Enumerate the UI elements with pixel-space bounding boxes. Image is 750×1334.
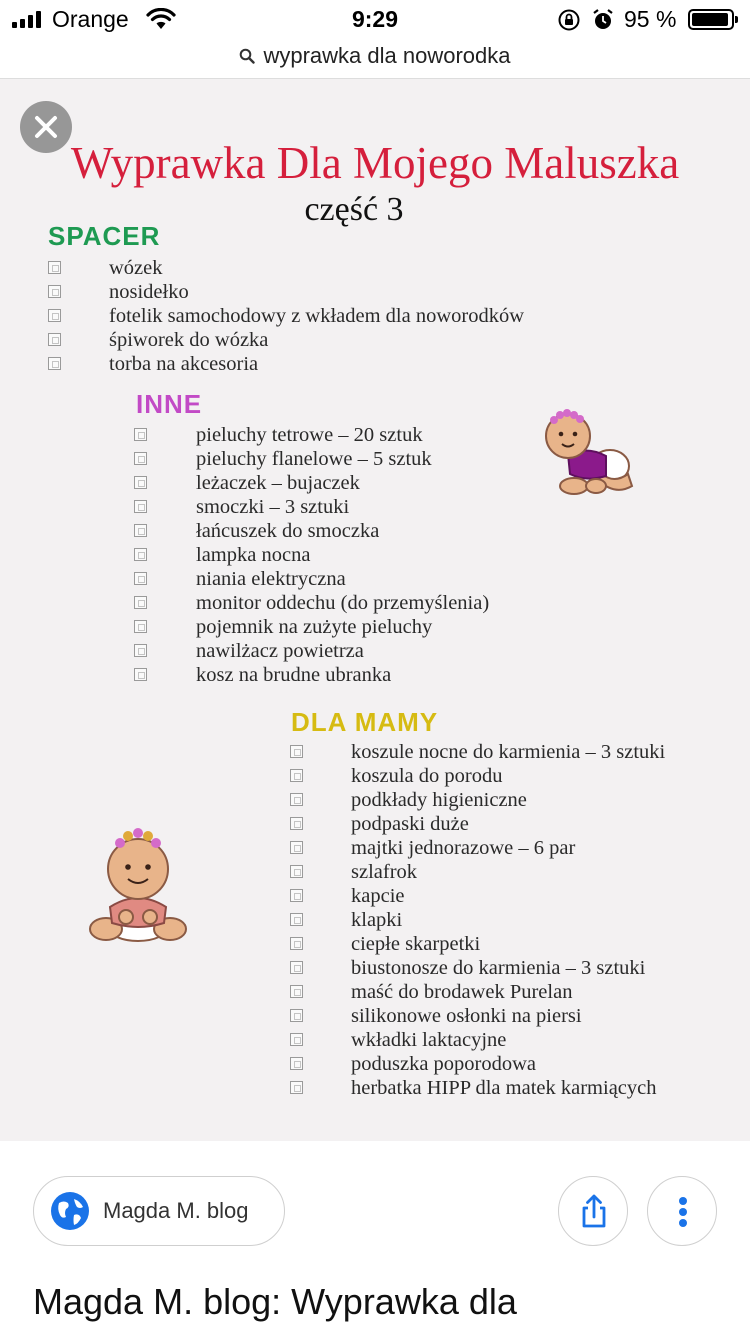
checkbox-icon xyxy=(290,1033,303,1046)
checkbox-icon xyxy=(134,452,147,465)
checklist-item-label: koszula do porodu xyxy=(351,765,503,787)
checklist-item-label: smoczki – 3 sztuki xyxy=(196,496,350,518)
source-name: Magda M. blog xyxy=(103,1198,249,1223)
checklist-item xyxy=(290,1076,665,1100)
checklist-item xyxy=(134,447,489,471)
crawling-baby-illustration xyxy=(540,404,640,504)
more-vertical-icon xyxy=(648,1177,718,1247)
checklist-spacer xyxy=(48,256,524,376)
checklist-item-label: lampka nocna xyxy=(196,544,311,566)
checkbox-icon xyxy=(290,745,303,758)
checklist-item-label: monitor oddechu (do przemyślenia) xyxy=(196,592,490,614)
checklist-item xyxy=(290,812,665,836)
checklist-item-label: klapki xyxy=(351,909,403,931)
checklist-item xyxy=(134,567,489,591)
checklist-item xyxy=(290,884,665,908)
checklist-item-label: kapcie xyxy=(351,885,405,907)
clock-time: 9:29 xyxy=(351,6,399,32)
checklist-item xyxy=(290,788,665,812)
source-link-button[interactable] xyxy=(33,1176,285,1246)
checklist-item-label: ciepłe skarpetki xyxy=(351,933,481,955)
checklist-item xyxy=(134,615,489,639)
checkbox-icon xyxy=(290,961,303,974)
checklist-item xyxy=(290,1052,665,1076)
checkbox-icon xyxy=(290,865,303,878)
checklist-item xyxy=(134,639,489,663)
checklist-item-label: poduszka poporodowa xyxy=(351,1053,537,1075)
result-page-title[interactable]: Magda M. blog: Wyprawka dla xyxy=(33,1281,517,1322)
checkbox-icon xyxy=(134,572,147,585)
checkbox-icon xyxy=(134,644,147,657)
rotation-lock-icon xyxy=(557,8,581,32)
checkbox-icon xyxy=(48,357,61,370)
checklist-item xyxy=(48,304,524,328)
checklist-item-label: koszule nocne do karmienia – 3 sztuki xyxy=(351,741,666,763)
checkbox-icon xyxy=(48,261,61,274)
battery-icon xyxy=(688,9,734,30)
checkbox-icon xyxy=(290,793,303,806)
checkbox-icon xyxy=(290,841,303,854)
checklist-item xyxy=(134,495,489,519)
checklist-item xyxy=(134,591,489,615)
search-icon xyxy=(239,48,255,64)
checklist-item-label: maść do brodawek Purelan xyxy=(351,981,573,1003)
checklist-item-label: pieluchy flanelowe – 5 sztuk xyxy=(196,448,432,470)
checkbox-icon xyxy=(134,620,147,633)
checkbox-icon xyxy=(290,937,303,950)
checkbox-icon xyxy=(290,769,303,782)
section-heading-inne: INNE xyxy=(136,389,203,419)
checkbox-icon xyxy=(134,500,147,513)
checkbox-icon xyxy=(48,333,61,346)
checklist-item xyxy=(134,663,489,687)
checklist-item-label: nawilżacz powietrza xyxy=(196,640,364,662)
checkbox-icon xyxy=(290,1081,303,1094)
checkbox-icon xyxy=(48,309,61,322)
alarm-icon xyxy=(592,8,614,32)
checkbox-icon xyxy=(290,913,303,926)
checklist-item xyxy=(48,280,524,304)
checklist-item xyxy=(48,352,524,376)
checkbox-icon xyxy=(290,985,303,998)
checklist-item-label: fotelik samochodowy z wkładem dla noworodków xyxy=(109,305,525,327)
globe-icon xyxy=(50,1191,90,1231)
checklist-item xyxy=(134,543,489,567)
checklist-item xyxy=(290,980,665,1004)
checkbox-icon xyxy=(290,817,303,830)
status-bar xyxy=(0,0,750,40)
checklist-item xyxy=(290,836,665,860)
checkbox-icon xyxy=(134,524,147,537)
checkbox-icon xyxy=(290,889,303,902)
share-icon xyxy=(559,1177,629,1247)
checklist-item xyxy=(134,423,489,447)
checklist-item-label: torba na akcesoria xyxy=(109,353,259,375)
checklist-item-label: majtki jednorazowe – 6 par xyxy=(351,837,576,859)
checklist-item xyxy=(290,1028,665,1052)
image-preview xyxy=(0,78,750,1142)
checkbox-icon xyxy=(48,285,61,298)
checklist-item-label: podpaski duże xyxy=(351,813,469,835)
checklist-item-label: podkłady higieniczne xyxy=(351,789,527,811)
checklist-item xyxy=(290,908,665,932)
checkbox-icon xyxy=(134,596,147,609)
checkbox-icon xyxy=(290,1057,303,1070)
checklist-item-label: niania elektryczna xyxy=(196,568,346,590)
checklist-dla-mamy xyxy=(290,740,665,1100)
checklist-item xyxy=(290,764,665,788)
checklist-item xyxy=(290,860,665,884)
checklist-item-label: śpiworek do wózka xyxy=(109,329,269,351)
checklist-item-label: leżaczek – bujaczek xyxy=(196,472,360,494)
more-options-button[interactable] xyxy=(647,1176,717,1246)
image-title: Wyprawka Dla Mojego Maluszka xyxy=(70,138,680,188)
checklist-item xyxy=(290,740,665,764)
checkbox-icon xyxy=(134,476,147,489)
section-heading-dla-mamy: DLA MAMY xyxy=(291,707,439,737)
battery-percentage: 95 % xyxy=(624,6,677,32)
checklist-item xyxy=(48,328,524,352)
checklist-item-label: pieluchy tetrowe – 20 sztuk xyxy=(196,424,423,446)
checklist-item-label: silikonowe osłonki na piersi xyxy=(351,1005,582,1027)
checklist-item-label: biustonosze do karmienia – 3 sztuki xyxy=(351,957,646,979)
checklist-item-label: wózek xyxy=(109,257,163,279)
checklist-item xyxy=(134,471,489,495)
search-query: wyprawka dla noworodka xyxy=(263,43,511,68)
checkbox-icon xyxy=(134,428,147,441)
section-heading-spacer: SPACER xyxy=(48,221,161,251)
address-bar[interactable] xyxy=(0,40,750,72)
checklist-item-label: nosidełko xyxy=(109,281,189,303)
checklist-inne xyxy=(134,423,489,687)
checklist-item xyxy=(48,256,524,280)
share-button[interactable] xyxy=(558,1176,628,1246)
checklist-item-label: kosz na brudne ubranka xyxy=(196,664,392,686)
checkbox-icon xyxy=(290,1009,303,1022)
checklist-item-label: łańcuszek do smoczka xyxy=(196,520,380,542)
carrier-name: Orange xyxy=(52,6,129,32)
checkbox-icon xyxy=(134,668,147,681)
checklist-item-label: wkładki laktacyjne xyxy=(351,1029,507,1051)
checklist-item-label: herbatka HIPP dla matek karmiących xyxy=(351,1077,657,1099)
checklist-item xyxy=(134,519,489,543)
checklist-item xyxy=(290,1004,665,1028)
checkbox-icon xyxy=(134,548,147,561)
sitting-baby-illustration xyxy=(88,819,188,949)
result-panel xyxy=(0,1141,750,1334)
checklist-item-label: szlafrok xyxy=(351,861,418,883)
image-subtitle: część 3 xyxy=(304,191,404,228)
checklist-item xyxy=(290,956,665,980)
checklist-item-label: pojemnik na zużyte pieluchy xyxy=(196,616,433,638)
checklist-item xyxy=(290,932,665,956)
